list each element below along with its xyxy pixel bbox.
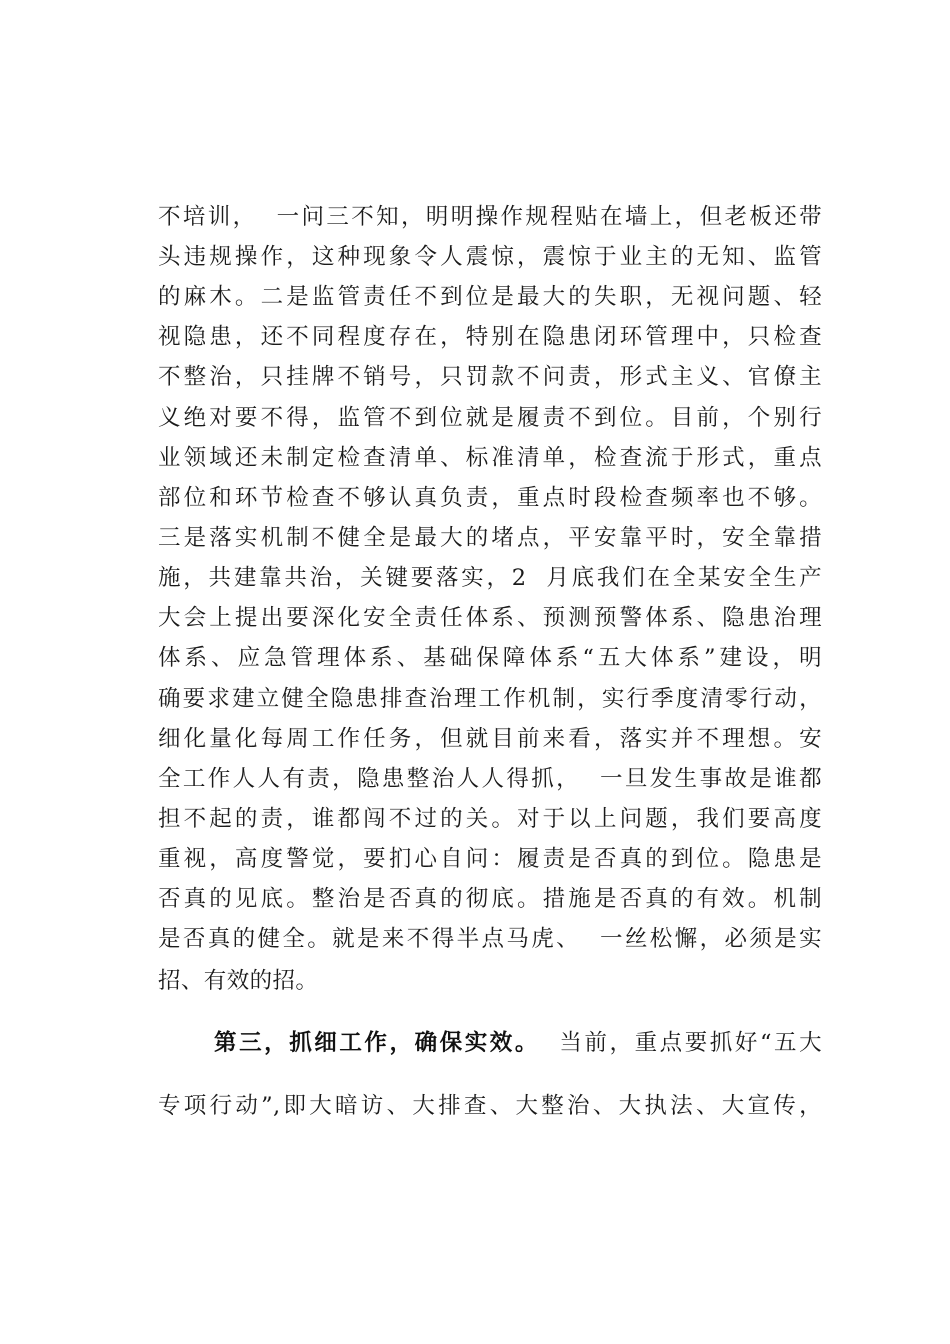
body-text-line-9: 三是落实机制不健全是最大的堵点，平安靠平时，安全靠措 (158, 525, 822, 551)
body-text-line-13: 确要求建立健全隐患排查治理工作机制，实行季度清零行动， (158, 686, 822, 712)
section-three-second-line: 专项行动”,即大暗访、大排查、大整治、大执法、大宣传， (158, 1093, 822, 1119)
body-text-line-10: 施，共建靠共治，关键要落实，2 月底我们在全某安全生产 (158, 565, 822, 591)
body-text-line-12: 体系、应急管理体系、基础保障体系“五大体系”建设，明 (158, 645, 822, 671)
body-text-line-7: 业领域还未制定检查清单、标准清单，检查流于形式，重点 (158, 445, 822, 471)
body-text-line-4: 视隐患，还不同程度存在，特别在隐患闭环管理中，只检查 (158, 324, 822, 350)
body-text-line-8: 部位和环节检查不够认真负责，重点时段检查频率也不够。 (158, 485, 822, 511)
body-text-line-2: 头违规操作，这种现象令人震惊，震惊于业主的无知、监管 (158, 244, 822, 270)
section-three-text-start: 当前，重点要抓好“五大 (539, 1030, 822, 1056)
body-text-line-14: 细化量化每周工作任务，但就目前来看，落实并不理想。安 (158, 726, 822, 752)
section-three-first-line (214, 1026, 822, 1060)
body-text-line-1: 不培训， 一问三不知，明明操作规程贴在墙上，但老板还带 (158, 204, 822, 230)
body-text-line-20: 招、有效的招。 (158, 968, 319, 994)
body-text-line-16: 担不起的责，谁都闯不过的关。对于以上问题，我们要高度 (158, 806, 822, 832)
body-text-line-18: 否真的见底。整治是否真的彻底。措施是否真的有效。机制 (158, 886, 822, 912)
body-text-line-15: 全工作人人有责，隐患整治人人得抓， 一旦发生事故是谁都 (158, 766, 822, 792)
body-text-line-6: 义绝对要不得，监管不到位就是履责不到位。目前，个别行 (158, 405, 822, 431)
section-three-heading: 第三，抓细工作，确保实效。 (214, 1030, 540, 1056)
body-text-line-5: 不整治，只挂牌不销号，只罚款不问责，形式主义、官僚主 (158, 364, 822, 390)
body-text-line-19: 是否真的健全。就是来不得半点马虎、 一丝松懈，必须是实 (158, 926, 822, 952)
body-text-line-3: 的麻木。二是监管责任不到位是最大的失职，无视问题、轻 (158, 284, 822, 310)
body-text-line-17: 重视，高度警觉，要扪心自问：履责是否真的到位。隐患是 (158, 846, 822, 872)
body-text-line-11: 大会上提出要深化安全责任体系、预测预警体系、隐患治理 (158, 605, 822, 631)
